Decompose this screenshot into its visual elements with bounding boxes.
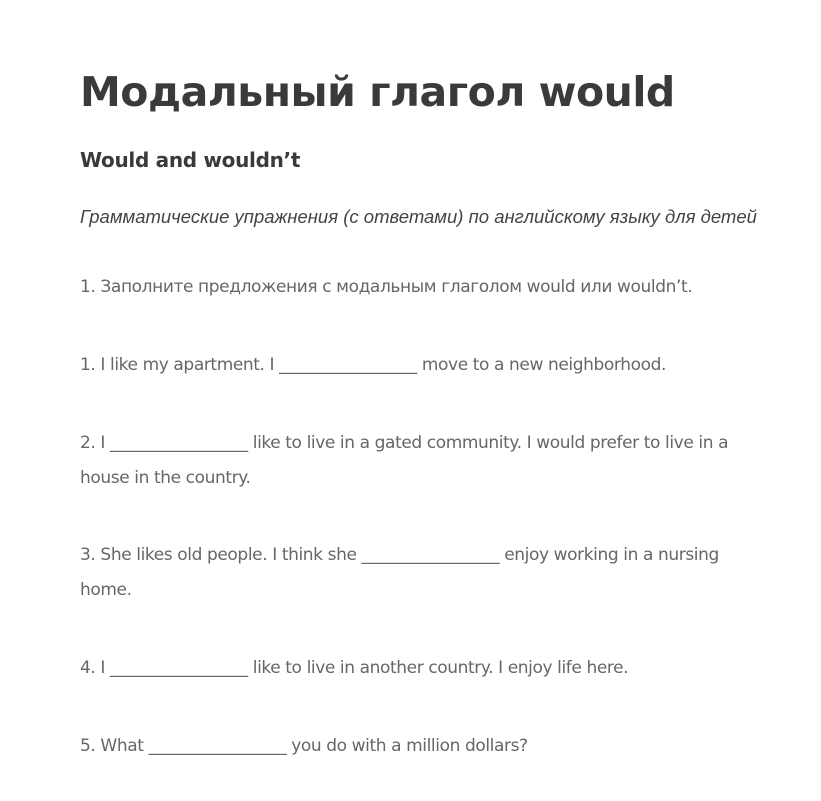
exercise-item: 5. What _________________ you do with a million dollars?	[80, 736, 528, 756]
exercise-item: 1. I like my apartment. I _________________ move to a new neighborhood.	[80, 355, 666, 375]
exercise-instruction: 1. Заполните предложения с модальным глаголом would или wouldn’t.	[80, 277, 693, 297]
exercise-item: 4. I _________________ like to live in another country. I enjoy life here.	[80, 658, 629, 678]
intro-text: Грамматические упражнения (с ответами) по английскому языку для детей	[80, 206, 757, 227]
exercise-item: 3. She likes old people. I think she _________________ enjoy working in a nursing home.	[80, 545, 719, 600]
article-subtitle: Would and wouldn’t	[80, 148, 301, 172]
page-title: Модальный глагол would	[80, 68, 675, 116]
exercise-item: 2. I _________________ like to live in a gated community. I would prefer to live in a house in the country.	[80, 433, 729, 488]
